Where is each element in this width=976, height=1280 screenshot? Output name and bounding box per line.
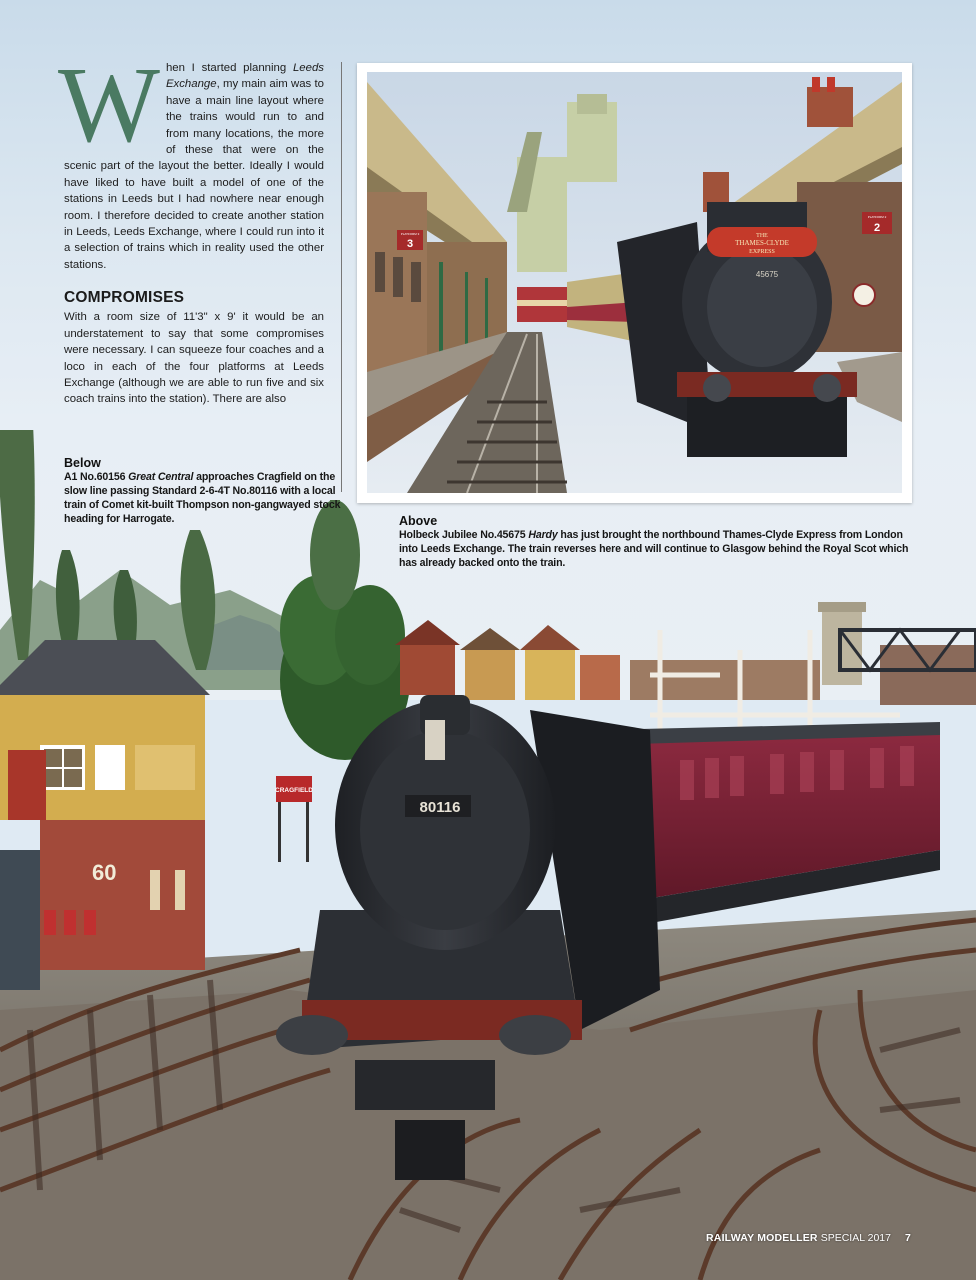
footer-issue: SPECIAL 2017: [820, 1232, 891, 1244]
article-column: [58, 46, 324, 408]
loco-number-45675: 45675: [755, 270, 779, 279]
headboard-line-1: THE: [756, 233, 768, 239]
intro-text-start: hen I started planning: [165, 62, 293, 74]
headboard-line-3: EXPRESS: [749, 249, 775, 255]
section-heading-compromises: COMPROMISES: [64, 289, 185, 307]
loco-number-80116: 80116: [419, 799, 461, 816]
intro-text-rest: , my main aim was to have a main line layout where the trains would run to and from many locations, the more of these that were on the scenic part of the layout the better. Ideally I would have liked to have built a model of one of the stations in Leeds but I had nowhere near enough room. I therefore decided to create another station in Leeds, Leeds Exchange, where I could run into it a selection of trains which in reality used the other stations.: [64, 78, 324, 271]
caption-below-text: A1 No.60156 Great Central approaches Cragfield on the slow line passing Standard 2-6-4T No.80116 with a local train of Comet kit-built Thompson non-gangwayed stock heading for Harrogate.: [64, 471, 341, 525]
platform-2-label: PLATFORM 2: [867, 215, 887, 219]
caption-below: [64, 456, 354, 526]
caption-above-heading: Above: [399, 514, 438, 528]
compromises-paragraph: With a room size of 11'3" x 9' it would be an understatement to say that some compromises were necessary. I can squeeze four coaches and a loco in each of the four platforms at Leeds Exchange (although we are able to run five and six coach trains into the station). There are also: [64, 311, 324, 406]
caption-above: [399, 514, 909, 570]
intro-paragraph: [58, 46, 324, 273]
caption-below-heading: Below: [64, 456, 101, 470]
signal-box-number: 60: [92, 860, 117, 885]
page-number: 7: [904, 1232, 911, 1244]
drop-cap: W: [58, 46, 160, 165]
intro-layout-name: Leeds Exchange: [165, 62, 324, 91]
platform-3-number: 3: [406, 238, 414, 250]
signal-box: [0, 640, 210, 990]
page-footer: [706, 1232, 911, 1244]
caption-above-text: Holbeck Jubilee No.45675 Hardy has just brought the northbound Thames-Clyde Express from London into Leeds Exchange. The train reverses here and will continue to Glasgow behind the Royal Scot which has already backed onto the train.: [399, 529, 909, 569]
headboard-line-2: THAMES-CLYDE: [735, 239, 789, 247]
town-buildings: [395, 602, 976, 705]
footer-brand: RAILWAY MODELLER: [706, 1232, 818, 1244]
station-sign: CRAGFIELD: [275, 787, 313, 794]
platform-2-number: 2: [873, 222, 881, 234]
column-divider: [341, 62, 342, 492]
top-station-photo: [367, 72, 902, 493]
top-photo-frame: [357, 63, 912, 503]
platform-3-label: PLATFORM 3: [400, 232, 420, 236]
